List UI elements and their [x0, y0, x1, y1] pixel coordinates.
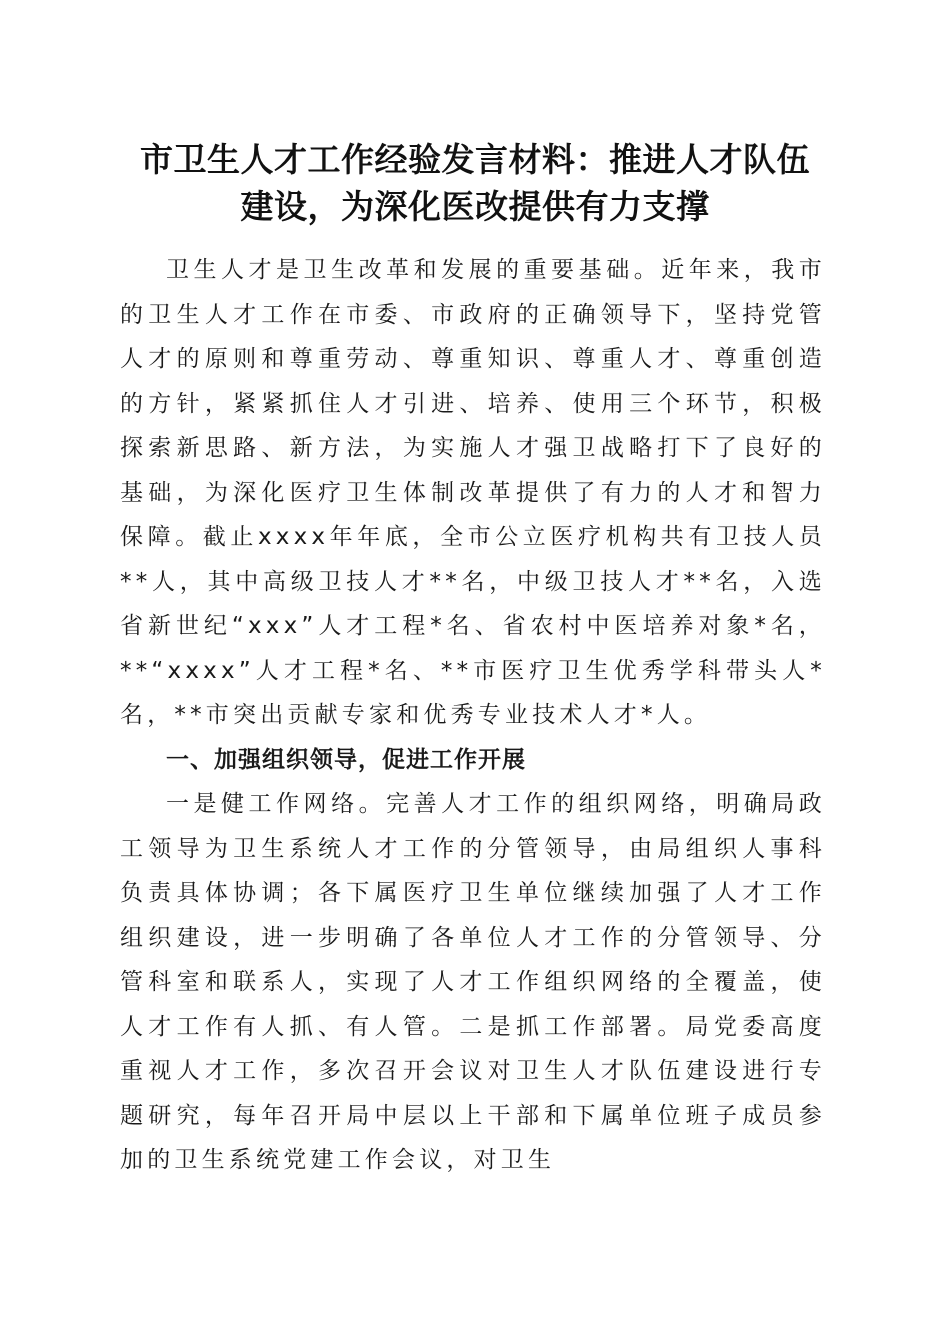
section-paragraph: 一是健工作网络。完善人才工作的组织网络，明确局政工领导为卫生系统人才工作的分管领导，由局组织人事科负责具体协调；各下属医疗卫生单位继续加强了人才工作组织建设，进一步明确了各单位人才工作的分管领导、分管科室和联系人，实现了人才工作组织网络的全覆盖，使人才工作有人抓、有人管。二是抓工作部署。局党委高度重视人才工作，多次召开会议对卫生人才队伍建设进行专题研究，每年召开局中层以上干部和下属单位班子成员参加的卫生系统党建工作会议，对卫生	[120, 791, 826, 1173]
title-line-2: 建设，为深化医改提供有力支撑	[240, 187, 710, 226]
title-line-1: 市卫生人才工作经验发言材料：推进人才队伍	[140, 140, 810, 179]
document-title	[110, 136, 840, 230]
section-heading: 一、加强组织领导，促进工作开展	[166, 746, 526, 773]
intro-paragraph: 卫生人才是卫生改革和发展的重要基础。近年来，我市的卫生人才工作在市委、市政府的正确领导下，坚持党管人才的原则和尊重劳动、尊重知识、尊重人才、尊重创造的方针，紧紧抓住人才引进、培养、使用三个环节，积极探索新思路、新方法，为实施人才强卫战略打下了良好的基础，为深化医疗卫生体制改革提供了有力的人才和智力保障。截止xxxx年年底，全市公立医疗机构共有卫技人员**人，其中高级卫技人才**名，中级卫技人才**名，入选省新世纪“xxx”人才工程*名、省农村中医培养对象*名，**“xxxx”人才工程*名、**市医疗卫生优秀学科带头人*名，**市突出贡献专家和优秀专业技术人才*人。	[120, 257, 826, 728]
document-body	[120, 248, 826, 1183]
